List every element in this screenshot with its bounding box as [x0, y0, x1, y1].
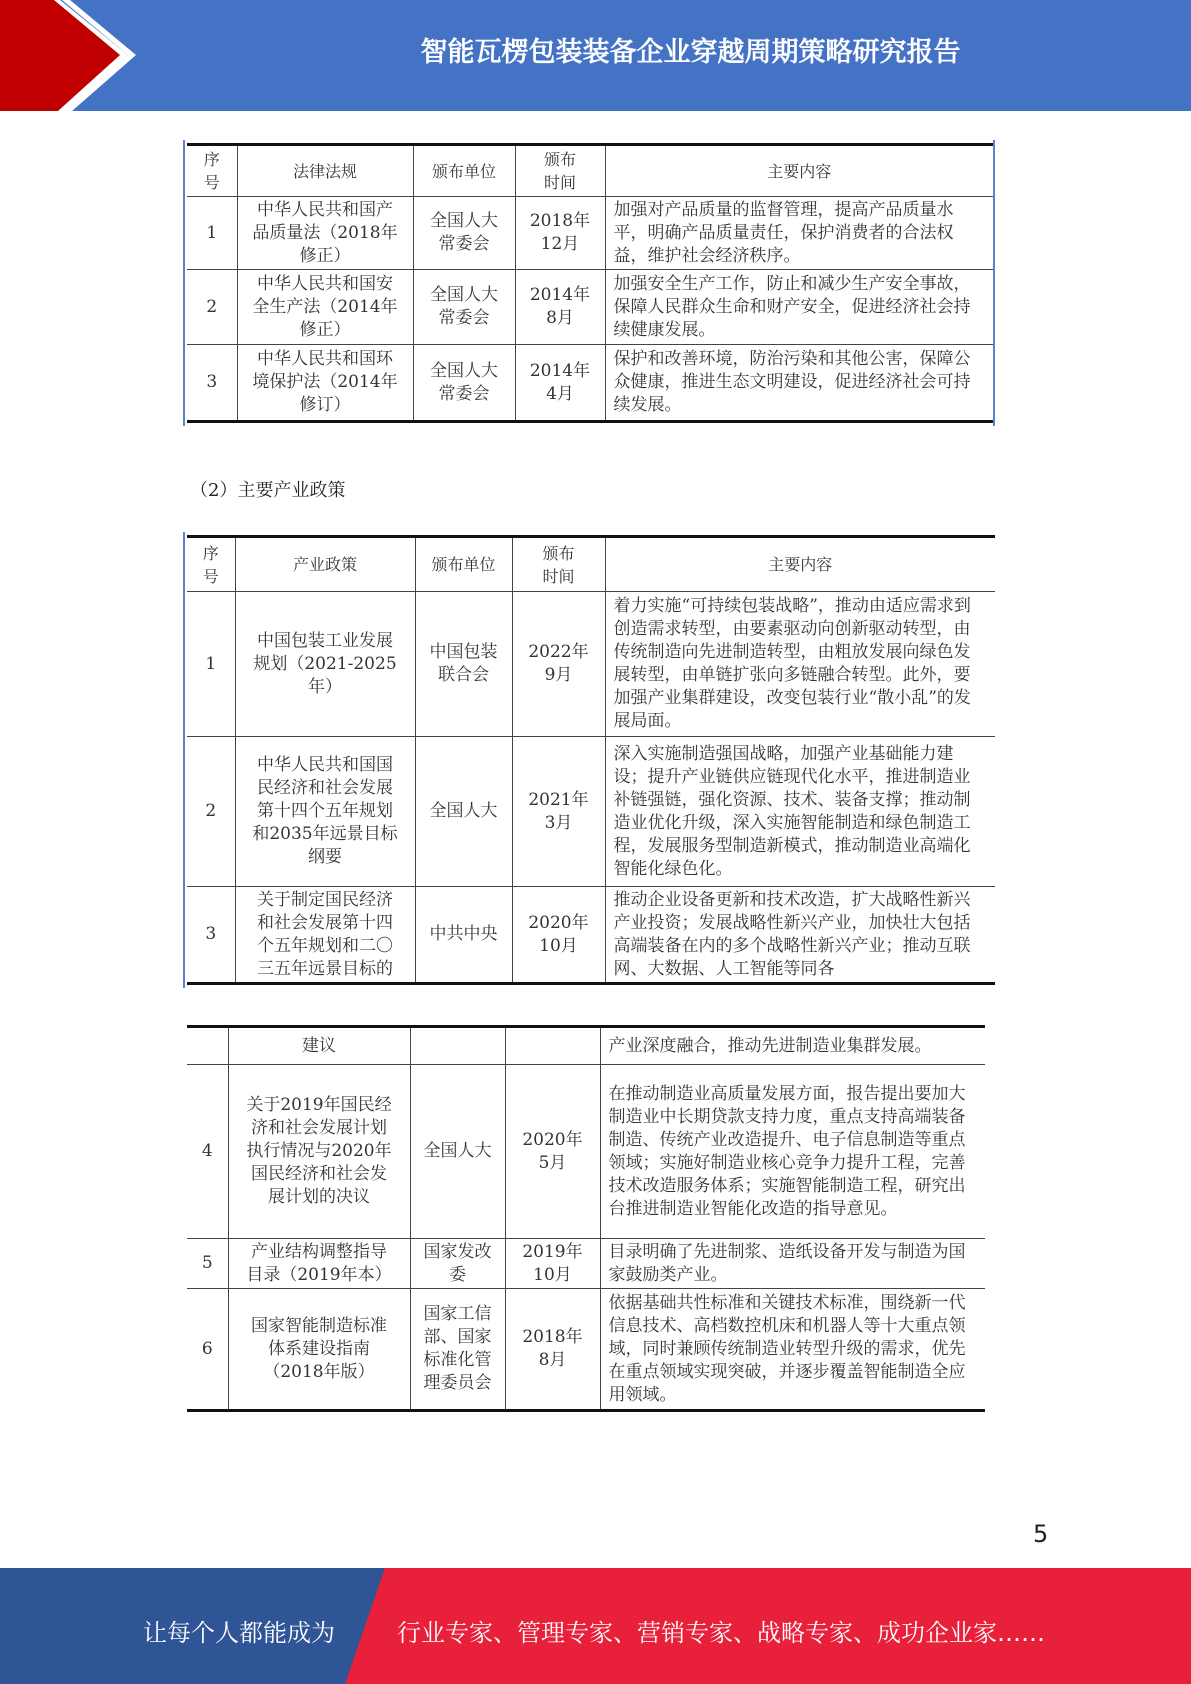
policies-table-continued [187, 1025, 985, 1412]
report-title: 智能瓦楞包装装备企业穿越周期策略研究报告 [420, 37, 961, 68]
page-number: 5 [1033, 1520, 1049, 1548]
table-row [187, 270, 993, 345]
cell-issuer: 中国包装 联合会 [415, 592, 512, 737]
cell-index: 4 [187, 1065, 228, 1239]
cell-title: 中华人民共和国环 境保护法（2014年 修订） [237, 345, 413, 422]
cell-title: 中华人民共和国产 品质量法（2018年 修正） [237, 197, 413, 270]
footer-lead-text: 让每个人都能成为 [143, 1619, 335, 1647]
cell-date: 2018年 12月 [515, 197, 605, 270]
cell-title: 中国包装工业发展 规划（2021-2025 年） [235, 592, 415, 737]
cell-index: 1 [187, 197, 237, 270]
header-title: 法律法规 [237, 145, 413, 197]
cell-date: 2019年 10月 [505, 1239, 600, 1289]
cell-issuer: 全国人大 [410, 1065, 505, 1239]
header-title: 产业政策 [235, 537, 415, 592]
cell-issuer: 中共中央 [415, 887, 512, 984]
cell-date: 2018年 8月 [505, 1289, 600, 1411]
cell-issuer: 国家发改 委 [410, 1239, 505, 1289]
cell-issuer: 全国人大 常委会 [413, 197, 515, 270]
cell-content: 推动企业设备更新和技术改造，扩大战略性新兴产业投资；发展战略性新兴产业，加快壮大包括高端装备在内的多个战略性新兴产业；推动互联网、大数据、人工智能等同各 [605, 887, 995, 984]
cell-date [505, 1027, 600, 1065]
cell-issuer: 全国人大 常委会 [413, 270, 515, 345]
table-left-rule [183, 140, 185, 426]
cell-issuer: 国家工信 部、国家 标准化管 理委员会 [410, 1289, 505, 1411]
table-left-rule [183, 532, 185, 988]
table-row [187, 1289, 985, 1411]
cell-issuer: 全国人大 常委会 [413, 345, 515, 422]
header-content: 主要内容 [605, 537, 995, 592]
red-chevron-decoration [0, 0, 160, 111]
cell-content: 加强安全生产工作，防止和减少生产安全事故，保障人民群众生命和财产安全，促进经济社会持续健康发展。 [605, 270, 993, 345]
header-issuer: 颁布单位 [413, 145, 515, 197]
policies-table [187, 535, 995, 985]
header-issuer: 颁布单位 [415, 537, 512, 592]
table-right-rule [993, 140, 995, 426]
cell-index: 5 [187, 1239, 228, 1289]
table-row [187, 887, 995, 984]
cell-date: 2020年 10月 [512, 887, 605, 984]
cell-title: 中华人民共和国国 民经济和社会发展 第十四个五年规划 和2035年远景目标 纲要 [235, 737, 415, 887]
table-header-row [187, 537, 995, 592]
page-footer [0, 1568, 1191, 1684]
cell-index: 3 [187, 887, 235, 984]
cell-content: 着力实施“可持续包装战略”，推动由适应需求到创造需求转型，由要素驱动向创新驱动转型，由传统制造向先进制造转型，由粗放发展向绿色发展转型，由单链扩张向多链融合转型。此外，要加强产业集群建设，改变包装行业“散小乱”的发展局面。 [605, 592, 995, 737]
cell-issuer: 全国人大 [415, 737, 512, 887]
cell-date: 2014年 4月 [515, 345, 605, 422]
header-date: 颁布 时间 [512, 537, 605, 592]
header-index: 序 号 [187, 145, 237, 197]
cell-date: 2014年 8月 [515, 270, 605, 345]
table-header-row [187, 145, 993, 197]
section-title: （2）主要产业政策 [190, 480, 346, 501]
cell-title: 中华人民共和国安 全生产法（2014年 修正） [237, 270, 413, 345]
cell-index: 2 [187, 270, 237, 345]
cell-content: 深入实施制造强国战略，加强产业基础能力建设；提升产业链供应链现代化水平，推进制造业补链强链，强化资源、技术、装备支撑；推动制造业优化升级，深入实施智能制造和绿色制造工程，发展服务型制造新模式，推动制造业高端化智能化绿色化。 [605, 737, 995, 887]
table-row [187, 1239, 985, 1289]
cell-date: 2021年 3月 [512, 737, 605, 887]
cell-title: 关于制定国民经济 和社会发展第十四 个五年规划和二〇 三五年远景目标的 [235, 887, 415, 984]
cell-title: 关于2019年国民经 济和社会发展计划 执行情况与2020年 国民经济和社会发 展计划的决议 [228, 1065, 410, 1239]
table-row [187, 1065, 985, 1239]
cell-date: 2022年 9月 [512, 592, 605, 737]
cell-content: 在推动制造业高质量发展方面，报告提出要加大制造业中长期贷款支持力度，重点支持高端装备制造、传统产业改造提升、电子信息制造等重点领域；实施好制造业核心竞争力提升工程，完善技术改造服务体系；实施智能制造工程，研究出台推进制造业智能化改造的指导意见。 [600, 1065, 985, 1239]
cell-index [187, 1027, 228, 1065]
table-row [187, 1027, 985, 1065]
cell-title: 产业结构调整指导 目录（2019年本） [228, 1239, 410, 1289]
footer-roles-text: 行业专家、管理专家、营销专家、战略专家、成功企业家…… [397, 1619, 1045, 1647]
cell-index: 3 [187, 345, 237, 422]
cell-content: 依据基础共性标准和关键技术标准，围绕新一代信息技术、高档数控机床和机器人等十大重点领域，同时兼顾传统制造业转型升级的需求，优先在重点领域实现突破，并逐步覆盖智能制造全应用领域。 [600, 1289, 985, 1411]
cell-title: 建议 [228, 1027, 410, 1065]
header-date: 颁布 时间 [515, 145, 605, 197]
cell-date: 2020年 5月 [505, 1065, 600, 1239]
page-header [0, 0, 1191, 111]
table-row [187, 345, 993, 422]
table-row [187, 737, 995, 887]
table-row [187, 197, 993, 270]
cell-index: 6 [187, 1289, 228, 1411]
cell-index: 2 [187, 737, 235, 887]
cell-title: 国家智能制造标准 体系建设指南 （2018年版） [228, 1289, 410, 1411]
table-row [187, 592, 995, 737]
cell-content: 加强对产品质量的监督管理，提高产品质量水平，明确产品质量责任，保护消费者的合法权益，维护社会经济秩序。 [605, 197, 993, 270]
cell-content: 保护和改善环境，防治污染和其他公害，保障公众健康，推进生态文明建设，促进经济社会可持续发展。 [605, 345, 993, 422]
cell-issuer [410, 1027, 505, 1065]
header-index: 序 号 [187, 537, 235, 592]
header-content: 主要内容 [605, 145, 993, 197]
cell-index: 1 [187, 592, 235, 737]
laws-table [187, 143, 993, 423]
cell-content: 产业深度融合，推动先进制造业集群发展。 [600, 1027, 985, 1065]
cell-content: 目录明确了先进制浆、造纸设备开发与制造为国家鼓励类产业。 [600, 1239, 985, 1289]
